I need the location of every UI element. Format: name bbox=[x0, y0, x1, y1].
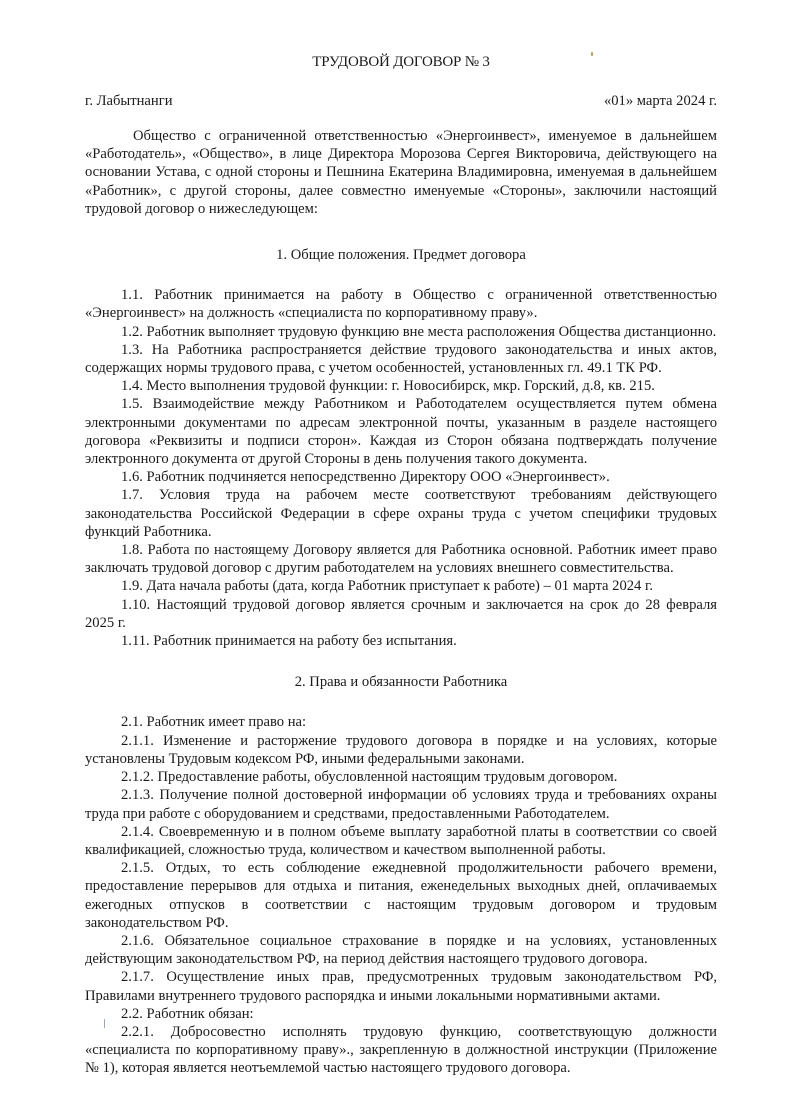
clause-2-1-2: 2.1.2. Предоставление работы, обусловленной настоящим трудовым договором. bbox=[121, 769, 618, 786]
intro-paragraph: Общество с ограниченной ответственностью «Энергоинвест», именуемое в дальнейшем «Работодатель», «Общество», в лице Директора Морозова Сергея Викторовича, действующего на основании Устава, с одной стороны и Пешнина Екатерина Владимировна, именуемая в дальнейшем «Работник», с другой стороны, далее совместно именуемые «Стороны», заключили настоящий трудовой договор о нижеследующем: bbox=[85, 128, 717, 217]
clause-1-3: 1.3. На Работника распространяется действие трудового законодательства и иных актов, содержащих нормы трудового права, с учетом особенностей, установленных гл. 49.1 ТК РФ. bbox=[85, 341, 717, 377]
contract-city: г. Лабытнанги bbox=[85, 93, 173, 109]
clause-1-1: 1.1. Работник принимается на работу в Общество с ограниченной ответственностью «Энергоинвест» на должность «специалиста по корпоративному праву». bbox=[85, 287, 717, 322]
clause-1-5: 1.5. Взаимодействие между Работником и Работодателем осуществляется путем обмена электронными документами по адресам электронной почты, указанным в разделе настоящего договора «Реквизиты и подписи сторон». Каждая из Сторон обязана подтверждать получение электронного документа от другой Стороны в день получения такого документа. bbox=[85, 396, 717, 468]
document-title: ТРУДОВОЙ ДОГОВОР № 3 bbox=[312, 54, 490, 70]
clause-2-1-3: 2.1.3. Получение полной достоверной информации об условиях труда и требованиях охраны труда при работе с оборудованием и средствами, предоставленными Работодателем. bbox=[85, 787, 717, 822]
clause-2-1-6: 2.1.6. Обязательное социальное страхование в порядке и на условиях, установленных действующим законодательством РФ, на период действия настоящего трудового договора. bbox=[85, 932, 717, 968]
clause-1-4: 1.4. Место выполнения трудовой функции: г. Новосибирск, мкр. Горский, д.8, кв. 215. bbox=[121, 378, 655, 395]
section-heading-2: 2. Права и обязанности Работника bbox=[294, 674, 508, 691]
clause-2-2-1: 2.2.1. Добросовестно исполнять трудовую функцию, соответствующую должности «специалиста по корпоративному праву»., закрепленную в должностной инструкции (Приложение № 1), которая является неотъемлемой частью настоящего трудового договора. bbox=[85, 1023, 717, 1077]
clause-2-1-7: 2.1.7. Осуществление иных прав, предусмотренных трудовым законодательством РФ, Правилами внутреннего трудового распорядка и иными локальными нормативными актами. bbox=[85, 969, 717, 1004]
section-heading-1: 1. Общие положения. Предмет договора bbox=[276, 247, 526, 264]
clause-1-8: 1.8. Работа по настоящему Договору является для Работника основной. Работник имеет право заключать трудовой договор с другим работодателем на условиях внешнего совместительства. bbox=[85, 542, 717, 577]
clause-2-1: 2.1. Работник имеет право на: bbox=[121, 714, 307, 731]
clause-1-10: 1.10. Настоящий трудовой договор является срочным и заключается на срок до 28 февраля 2025 г. bbox=[85, 596, 717, 631]
clause-1-11: 1.11. Работник принимается на работу без испытания. bbox=[121, 633, 457, 650]
place-date-line bbox=[85, 92, 717, 110]
clause-2-1-4: 2.1.4. Своевременную и в полном объеме выплату заработной платы в соответствии со своей квалификацией, сложностью труда, количеством и качеством выполненной работы. bbox=[85, 823, 717, 858]
clause-2-1-5: 2.1.5. Отдых, то есть соблюдение ежедневной продолжительности рабочего времени, предоставление перерывов для отдыха и питания, еженедельных выходных дней, оплачиваемых ежегодных отпусков в соответствии с настоящим трудовым договором и трудовым законодательством РФ. bbox=[85, 860, 717, 931]
clause-1-6: 1.6. Работник подчиняется непосредственно Директору ООО «Энергоинвест». bbox=[121, 469, 610, 486]
clause-1-9: 1.9. Дата начала работы (дата, когда Работник приступает к работе) – 01 марта 2024 г. bbox=[121, 578, 653, 595]
clause-2-1-1: 2.1.1. Изменение и расторжение трудового договора в порядке и на условиях, которые установлены Трудовым кодексом РФ, иными федеральными законами. bbox=[85, 732, 717, 767]
clause-1-7: 1.7. Условия труда на рабочем месте соответствуют требованиям действующего законодательства Российской Федерации в сфере охраны труда с учетом специфики трудовых функций Работника. bbox=[85, 487, 717, 540]
clause-2-2: 2.2. Работник обязан: bbox=[121, 1005, 254, 1022]
document-body bbox=[85, 127, 717, 1078]
contract-date: «01» марта 2024 г. bbox=[603, 93, 717, 109]
clause-1-2: 1.2. Работник выполняет трудовую функцию вне места расположения Общества дистанционно. bbox=[121, 323, 717, 340]
